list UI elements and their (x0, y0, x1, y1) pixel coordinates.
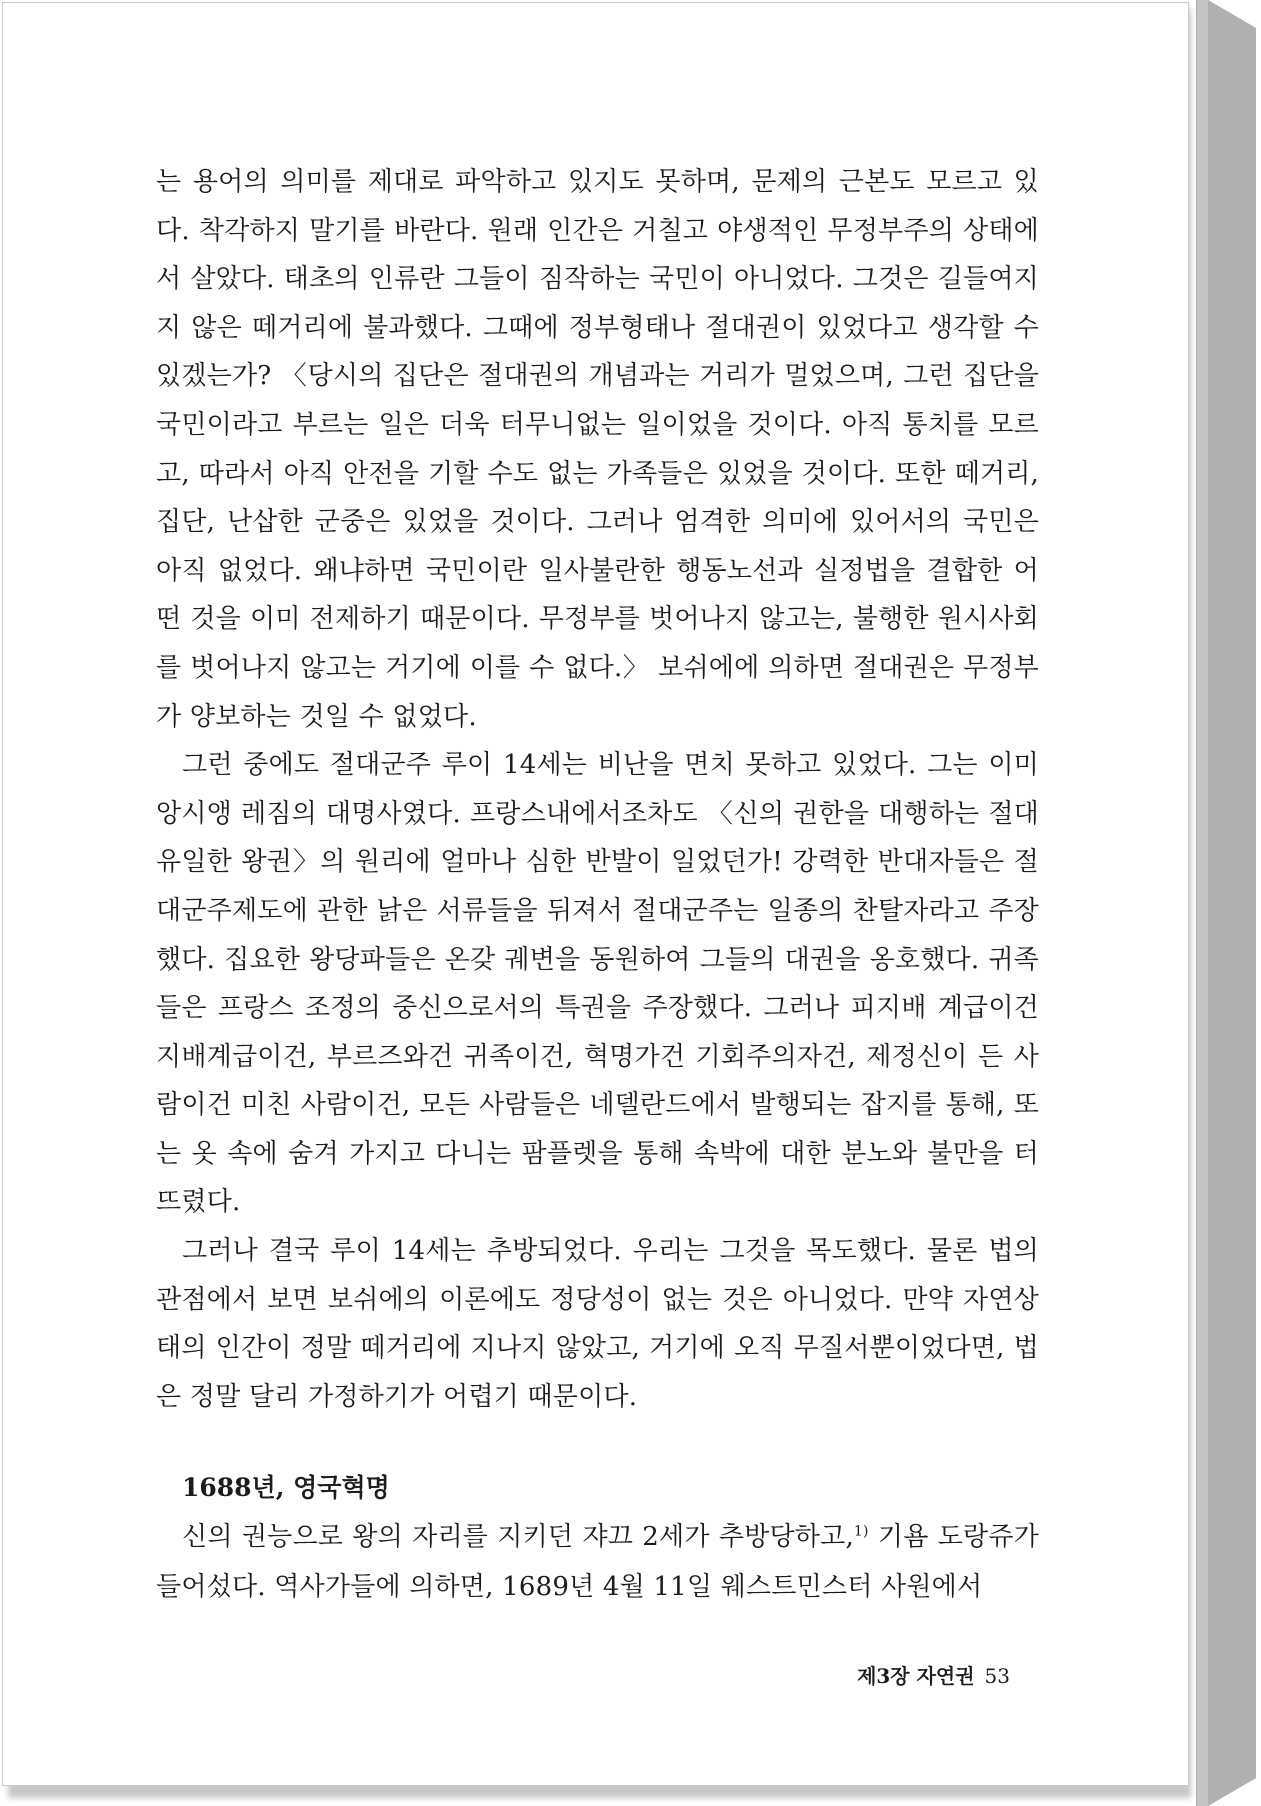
running-footer (840, 1660, 1010, 1689)
paragraph-2: 그런 중에도 절대군주 루이 14세는 비난을 면치 못하고 있었다. 그는 이미 앙시앵 레짐의 대명사였다. 프랑스내에서조차도 〈신의 권한을 대행하는 절대 유일한 왕권〉의 원리에 얼마나 심한 반발이 일었던가! 강력한 반대자들은 절대군주제도에 관한 낡은 서류들을 뒤져서 절대군주는 일종의 찬탈자라고 주장했다. 집요한 왕당파들은 온갖 궤변을 동원하여 그들의 대권을 옹호했다. 귀족들은 프랑스 조정의 중신으로서의 특권을 주장했다. 그러나 피지배 계급이건 지배계급이건, 부르즈와건 귀족이건, 혁명가건 기회주의자건, 제정신이 든 사람이건 미친 사람이건, 모든 사람들은 네델란드에서 발행되는 잡지를 통해, 또는 옷 속에 숨겨 가지고 다니는 팜플렛을 통해 속박에 대한 분노와 불만을 터뜨렸다. (156, 750, 1039, 1218)
book-edge (1196, 0, 1261, 1806)
section-heading: 1688년, 영국혁명 (182, 1473, 390, 1502)
paragraph-1: 는 용어의 의미를 제대로 파악하고 있지도 못하며, 문제의 근본도 모르고 있다. 착각하지 말기를 바란다. 원래 인간은 거칠고 야생적인 무정부주의 상태에서 살았다. 태초의 인류란 그들이 짐작하는 국민이 아니었다. 그것은 길들여지지 않은 떼거리에 불과했다. 그때에 정부형태나 절대권이 있었다고 생각할 수 있겠는가? 〈당시의 집단은 절대권의 개념과는 거리가 멀었으며, 그런 집단을 국민이라고 부르는 일은 더욱 터무니없는 일이었을 것이다. 아직 통치를 모르고, 따라서 아직 안전을 기할 수도 없는 가족들은 있었을 것이다. 또한 떼거리, 집단, 난삽한 군중은 있었을 것이다. 그러나 엄격한 의미에 있어서의 국민은 아직 없었다. 왜냐하면 국민이란 일사불란한 행동노선과 실정법을 결합한 어떤 것을 이미 전제하기 때문이다. 무정부를 벗어나지 않고는, 불행한 원시사회를 벗어나지 않고는 거기에 이를 수 없다.〉 보쉬에에 의하면 절대권은 무정부가 양보하는 것일 수 없었다. (156, 167, 1039, 732)
footer-chapter-title: 제3장 자연권 (857, 1664, 975, 1688)
section-text-before-note: 신의 권능으로 왕의 자리를 지키던 쟈끄 2세가 추방당하고, (182, 1522, 854, 1552)
paragraph-3: 그러나 결국 루이 14세는 추방되었다. 우리는 그것을 목도했다. 물론 법의 관점에서 보면 보쉬에의 이론에도 정당성이 없는 것은 아니었다. 만약 자연상태의 인간이 정말 떼거리에 지나지 않았고, 거기에 오직 무질서뿐이었다면, 법은 정말 달리 가정하기가 어렵기 때문이다. (156, 1236, 1039, 1412)
main-body-text (156, 158, 1039, 1421)
section-paragraph (156, 1512, 1039, 1612)
section-text-after-note: 기욤 도랑쥬가 들어섰다. 역사가들에 의하면, 1689년 4월 11일 웨스트민스터 사원에서 (156, 1522, 1039, 1602)
page-number: 53 (984, 1664, 1010, 1688)
footnote-marker: 1) (853, 1523, 869, 1540)
